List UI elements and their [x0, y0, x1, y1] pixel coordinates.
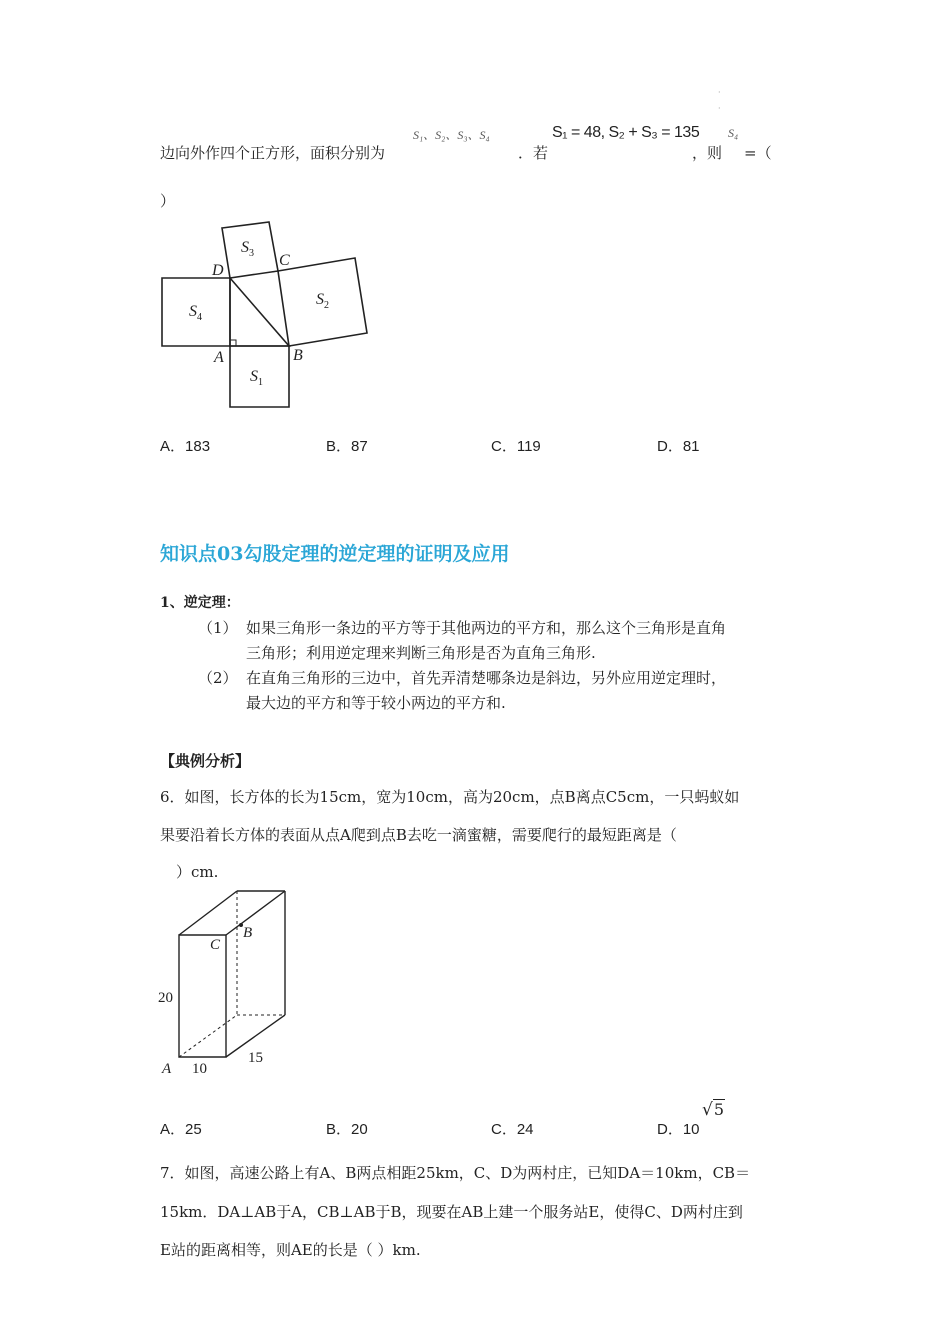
- svg-text:S4: $S_4$: [189, 303, 202, 323]
- item1-line2: 三角形；利用逆定理来判断三角形是否为直角三角形.: [246, 644, 596, 662]
- q5-ask: S₄: [728, 126, 739, 140]
- q6-cuboid-figure: [155, 885, 305, 1080]
- q6-line1: 6．如图，长方体的长为15cm，宽为10cm，高为20cm，点B离点C5cm，一只蚂蚁如: [160, 788, 740, 806]
- q5-line1-prefix: 边向外作四个正方形，面积分别为: [160, 144, 386, 162]
- svg-text:C: C: [210, 937, 221, 953]
- section-title: 知识点03勾股定理的逆定理的证明及应用: [160, 543, 510, 565]
- sqrt-expression: √5: [702, 1100, 725, 1120]
- theorem-heading: 1、逆定理：: [160, 595, 240, 611]
- q5-option-c[interactable]: C．119: [491, 438, 541, 455]
- q5-option-a[interactable]: A．183: [160, 438, 211, 455]
- q5-condition: S₁ = 48, S₂ + S₃ = 135: [552, 124, 700, 141]
- svg-text:10: 10: [192, 1061, 207, 1077]
- svg-text:S3: $S_3$: [241, 239, 254, 259]
- q6-option-a[interactable]: A．25: [160, 1121, 202, 1138]
- q6-option-c[interactable]: C．24: [491, 1121, 534, 1138]
- svg-text:A: A: [162, 1061, 172, 1077]
- svg-text:B: B: [243, 925, 253, 941]
- artifact-dot: ·: [718, 88, 721, 97]
- item2-number: （2）: [198, 669, 238, 687]
- label-d: D: [212, 262, 224, 279]
- svg-text:15: 15: [248, 1050, 263, 1066]
- item1-line1: 如果三角形一条边的平方等于其他两边的平方和，那么这个三角形是直角: [246, 619, 727, 637]
- q5-close-paren: ）: [160, 192, 176, 210]
- q5-option-d[interactable]: D．81: [657, 438, 700, 455]
- right-angle-a: [230, 340, 236, 346]
- item1-number: （1）: [198, 619, 238, 637]
- q5-mid: ．若: [518, 144, 549, 162]
- q6-option-d[interactable]: D．10: [657, 1121, 700, 1138]
- front-face: [179, 935, 226, 1057]
- q5-eq-paren: =（: [744, 144, 772, 162]
- q6-line3: ）cm.: [176, 863, 219, 881]
- q5-then: ，则: [692, 144, 723, 162]
- label-b: B: [293, 347, 303, 364]
- svg-text:S2: $S_2$: [316, 291, 329, 311]
- q5-squares-figure: [150, 215, 380, 415]
- svg-text:20: 20: [158, 990, 173, 1006]
- q7-line2: 15km．DA⊥AB于A，CB⊥AB于B，现要在AB上建一个服务站E，使得C、D两村庄到: [160, 1203, 743, 1221]
- svg-text:S1: $S_1$: [250, 368, 263, 388]
- q6-option-b[interactable]: B．20: [326, 1121, 368, 1138]
- q7-line3: E站的距离相等，则AE的长是（ ）km.: [160, 1241, 421, 1259]
- label-c: C: [279, 252, 290, 269]
- example-heading: 【典例分析】: [160, 752, 251, 770]
- q6-line2: 果要沿着长方体的表面从点A爬到点B去吃一滴蜜糖，需要爬行的最短距离是（: [160, 826, 677, 844]
- q7-line1: 7．如图，高速公路上有A、B两点相距25km，C、D为两村庄，已知DA＝10km，CB＝: [160, 1164, 751, 1182]
- q5-option-b[interactable]: B．87: [326, 438, 368, 455]
- q5-areas-list: S₁、S₂、S₃、S₄: [413, 128, 490, 142]
- label-a: A: [214, 349, 224, 366]
- artifact-dot: ·: [718, 104, 721, 113]
- item2-line1: 在直角三角形的三边中，首先弄清楚哪条边是斜边，另外应用逆定理时，: [246, 669, 727, 687]
- item2-line2: 最大边的平方和等于较小两边的平方和.: [246, 694, 506, 712]
